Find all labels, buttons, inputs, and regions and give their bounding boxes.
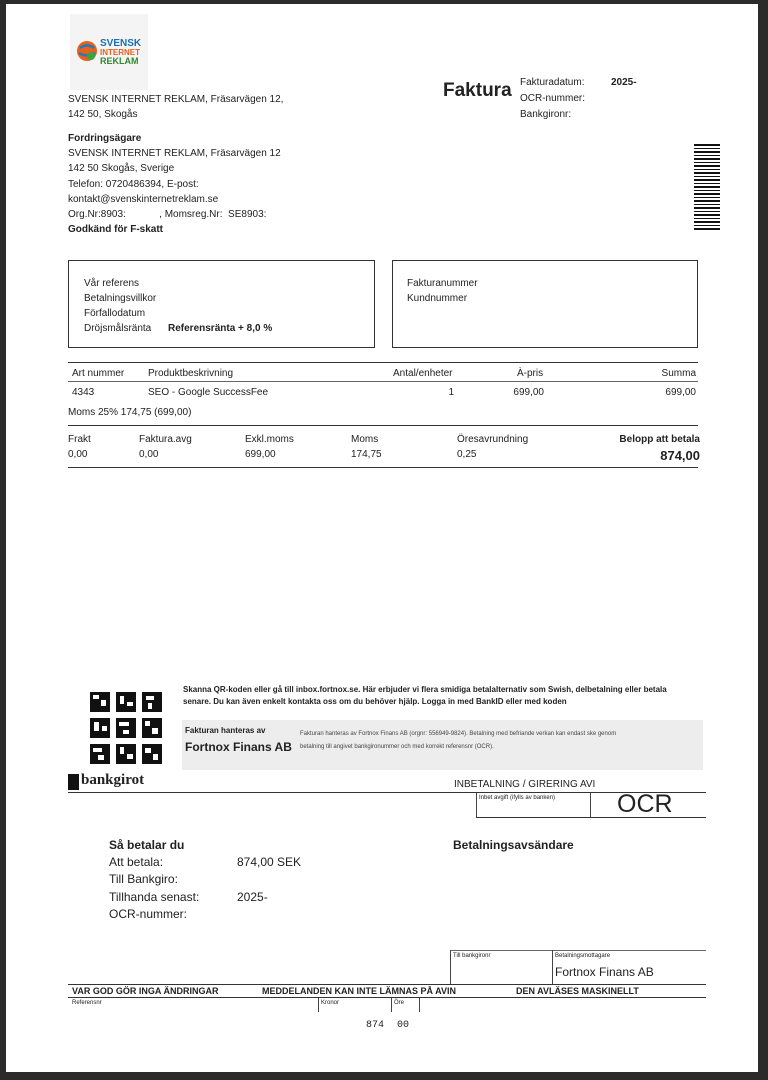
totals-top-rule	[68, 425, 698, 426]
excl-vat-value: 699,00	[245, 449, 276, 460]
rounding-label: Öresavrundning	[457, 434, 529, 445]
creditor-line5: Org.Nr:8903: , Momsreg.Nr: SE8903:	[68, 209, 267, 220]
qr-code	[90, 692, 162, 764]
notice-no-messages: MEDDELANDEN KAN INTE LÄMNAS PÅ AVIN	[262, 986, 457, 996]
to-pay-label: Att betala:	[109, 855, 164, 869]
freight-value: 0,00	[68, 449, 88, 460]
our-reference-label: Vår referens	[84, 278, 140, 289]
creditor-line1: SVENSK INTERNET REKLAM, Fräsarvägen 12	[68, 148, 281, 159]
qr-instructions-line1: Skanna QR-koden eller gå till inbox.fortnox.se. Här erbjuder vi flera smidiga betalalternativ som Swish, delbetalning eller betala	[183, 685, 667, 694]
freight-label: Frakt	[68, 434, 91, 445]
fortnox-fine-print-2: betalning till angivet bankgironummer och med korrekt referensnr (OCR).	[300, 744, 494, 750]
barcode	[694, 144, 720, 230]
due-date-label: Förfallodatum	[84, 308, 146, 319]
late-interest-value: Referensränta + 8,0 %	[168, 323, 273, 334]
bankgirot-logo: bankgirot	[81, 772, 145, 788]
invoice-number-label: Fakturanummer	[407, 278, 478, 289]
recipient-field-label: Betalningsmottagare	[555, 953, 611, 959]
bottom-fields-top-rule	[450, 950, 706, 951]
fortnox-fine-print-1: Fakturan hanteras av Fortnox Finans AB (orgnr: 556949-9824). Betalning med befriande verkan kan endast ske genom	[300, 731, 617, 737]
late-interest-label: Dröjsmålsränta	[84, 323, 152, 334]
reference-number-label: Referensnr	[72, 1000, 102, 1006]
amount-ore: 00	[397, 1020, 410, 1031]
rounding-value: 0,25	[457, 449, 477, 460]
creditor-line3: Telefon: 0720486394, E-post:	[68, 179, 199, 190]
kronor-label: Kronor	[321, 1000, 340, 1006]
fee-label: Inbet avgift (ifylls av banken)	[479, 795, 556, 801]
invoice-title: Faktura	[443, 80, 512, 101]
amount-kronor: 874	[366, 1020, 385, 1031]
creditor-line4: kontakt@svenskinternetreklam.se	[68, 194, 219, 205]
col-art-number: Art nummer	[72, 368, 125, 379]
to-bankgiro-field-label: Till bankgironr	[453, 953, 491, 959]
payer-heading: Betalningsavsändare	[453, 838, 574, 852]
deadline-label: Tillhanda senast:	[109, 890, 200, 904]
vat-label: Moms	[351, 434, 379, 445]
to-pay-value: 874,00 SEK	[237, 855, 302, 869]
invoice-fee-value: 0,00	[139, 449, 159, 460]
bankgiro-field-border	[450, 950, 451, 984]
row-description: SEO - Google SuccessFee	[148, 387, 269, 398]
row-art-number: 4343	[72, 387, 95, 398]
customer-number-label: Kundnummer	[407, 293, 468, 304]
payment-terms-label: Betalningsvillkor	[84, 293, 157, 304]
notice-top-rule	[68, 984, 706, 985]
ore-border	[391, 998, 392, 1012]
handled-by-label: Fakturan hanteras av	[185, 726, 266, 735]
company-address-line1: SVENSK INTERNET REKLAM, Fräsarvägen 12,	[68, 94, 284, 105]
pay-ocr-label: OCR-nummer:	[109, 907, 188, 921]
handled-by-name: Fortnox Finans AB	[185, 740, 292, 754]
table-header-rule	[68, 381, 698, 382]
ore-label: Öre	[394, 1000, 405, 1006]
amount-due-label: Belopp att betala	[619, 434, 700, 445]
fee-right-border	[590, 793, 591, 817]
amount-due-value: 874,00	[660, 448, 700, 463]
slip-top-rule	[68, 792, 706, 793]
recipient-field-border	[552, 950, 553, 984]
table-top-rule	[68, 362, 698, 363]
totals-bottom-rule	[68, 467, 698, 468]
vat-note: Moms 25% 174,75 (699,00)	[68, 407, 192, 418]
qr-instructions-line2: senare. Du kan även enkelt kontakta oss om du behöver hjälp. Logga in med BankID eller med koden	[183, 697, 567, 706]
notice-no-changes: VAR GOD GÖR INGA ÄNDRINGAR	[72, 986, 219, 996]
row-sum: 699,00	[665, 387, 696, 398]
col-unit-price: À-pris	[517, 368, 544, 379]
kronor-border	[318, 998, 319, 1012]
row-unit-price: 699,00	[513, 387, 544, 398]
logo-text-3: REKLAM	[100, 56, 139, 66]
ocr-field-label: OCR	[617, 790, 673, 818]
globe-icon	[76, 40, 98, 62]
invoice-page	[6, 4, 758, 1072]
slip-title: INBETALNING / GIRERING AVI	[454, 779, 596, 790]
invoice-date-value: 2025-	[611, 77, 637, 88]
to-bankgiro-label: Till Bankgiro:	[109, 872, 178, 886]
logo-text-1: SVENSK	[100, 38, 142, 49]
creditor-line2: 142 50 Skogås, Sverige	[68, 163, 175, 174]
creditor-heading: Fordringsägare	[68, 133, 142, 144]
row-quantity: 1	[448, 387, 454, 398]
vat-value: 174,75	[351, 449, 382, 460]
invoice-fee-label: Faktura.avg	[139, 434, 192, 445]
fee-bottom-rule	[476, 817, 706, 818]
excl-vat-label: Exkl.moms	[245, 434, 294, 445]
col-description: Produktbeskrivning	[148, 368, 234, 379]
company-logo	[70, 14, 148, 90]
bankgiro-label: Bankgironr:	[520, 109, 572, 120]
notice-bottom-rule	[68, 997, 706, 998]
company-address-line2: 142 50, Skogås	[68, 109, 138, 120]
col-quantity: Antal/enheter	[393, 368, 453, 379]
deadline-value: 2025-	[237, 890, 268, 904]
notice-machine-read: DEN AVLÄSES MASKINELLT	[516, 986, 639, 996]
ore-right-border	[419, 998, 420, 1012]
bankgirot-icon	[68, 774, 79, 790]
how-to-pay-heading: Så betalar du	[109, 838, 185, 852]
logo-text-2: INTERNET	[100, 48, 140, 57]
invoice-date-label: Fakturadatum:	[520, 77, 585, 88]
fee-left-border	[476, 793, 477, 817]
col-sum: Summa	[661, 368, 696, 379]
fskatt-approved: Godkänd för F-skatt	[68, 224, 164, 235]
ocr-number-label: OCR-nummer:	[520, 93, 586, 104]
recipient-name: Fortnox Finans AB	[555, 965, 654, 979]
